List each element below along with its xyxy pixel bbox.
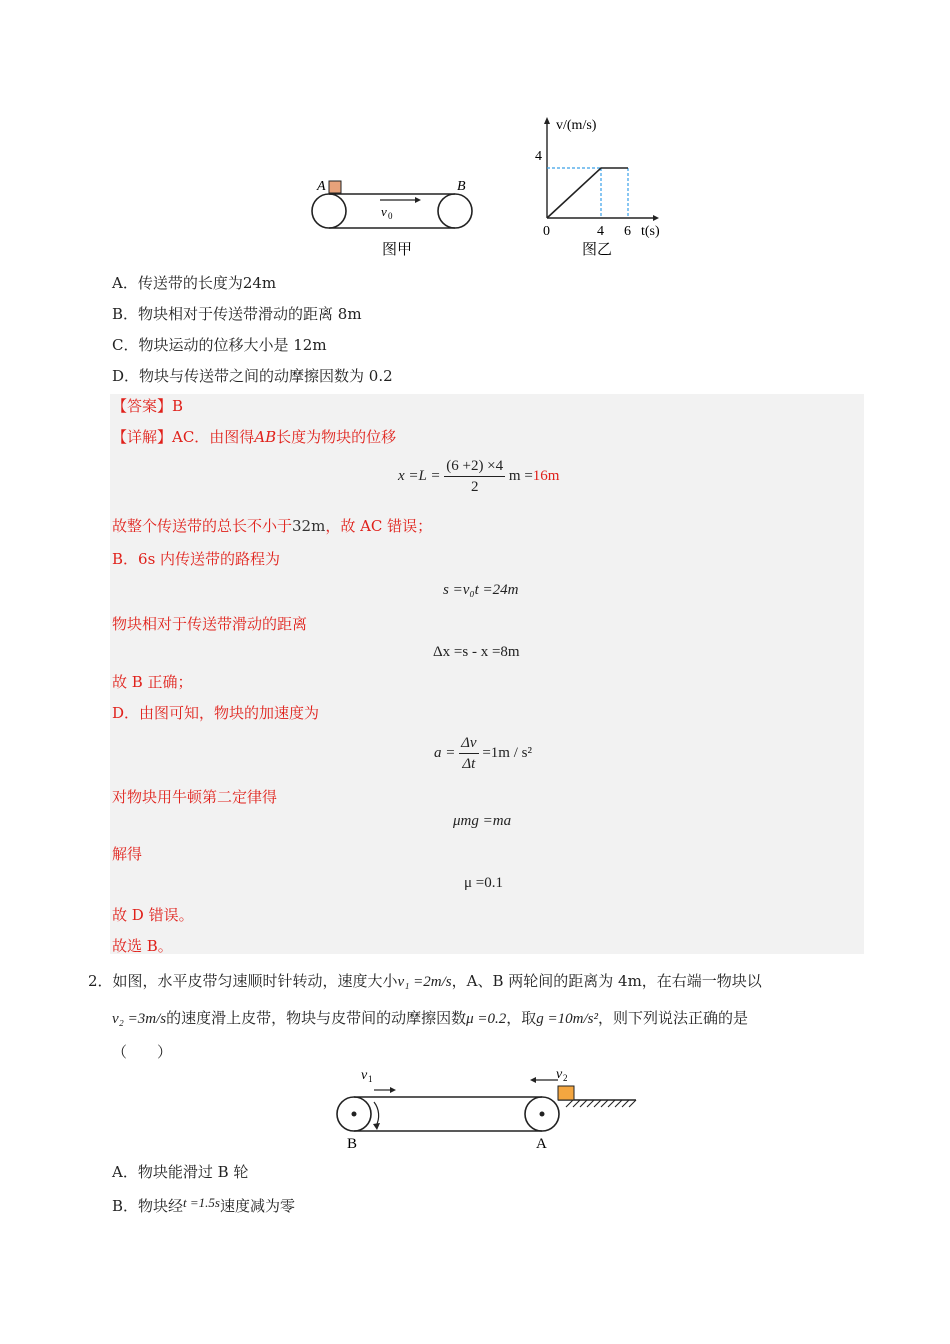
- vt-series-line: [547, 168, 628, 218]
- belt-wheel-right: [438, 194, 472, 228]
- q2-line-2: v₂ =3m/s的速度滑上皮带，物块与皮带间的动摩擦因数μ =0.2，取g =10m/s²，则下列说法正确的是: [112, 1009, 749, 1027]
- label-wheel-a: A: [536, 1136, 547, 1152]
- q2-option-b[interactable]: B．物块经t =1.5s速度减为零: [112, 1195, 295, 1215]
- figure-vt-graph: [525, 112, 685, 262]
- equation-5: μmg =ma: [453, 813, 512, 829]
- v2-label: v: [556, 1067, 563, 1082]
- y-axis-label: v/(m/s): [556, 118, 597, 133]
- q2-option-a[interactable]: A．物块能滑过 B 轮: [112, 1163, 249, 1181]
- block-a: [329, 181, 341, 193]
- figure-belt: [300, 170, 490, 265]
- v0-sub: 0: [388, 211, 393, 221]
- q1-option-b[interactable]: B．物块相对于传送带滑动的距离 8m: [112, 305, 362, 323]
- label-wheel-b: B: [347, 1136, 358, 1152]
- label-a: A: [317, 179, 326, 194]
- line-solve: 解得: [112, 845, 143, 863]
- block-q2: [558, 1086, 574, 1100]
- equation-6: μ =0.1: [464, 875, 504, 891]
- y-tick-4: 4: [535, 149, 542, 164]
- v1-sub: 1: [368, 1074, 373, 1084]
- line-choose: 故选 B。: [112, 937, 173, 955]
- origin-label: 0: [543, 224, 550, 239]
- x-axis-label: t(s): [641, 224, 660, 239]
- x-tick-4: 4: [597, 224, 604, 239]
- q2-line-1: 2．如图，水平皮带匀速顺时针转动，速度大小v₁ =2m/s，A、B 两轮间的距离为 4m，在右端一物块以: [88, 972, 762, 990]
- caption-jia: 图甲: [382, 242, 413, 258]
- q1-option-c[interactable]: C．物块运动的位移大小是 12m: [112, 336, 327, 354]
- equation-2: s =v₀t =24m: [443, 582, 519, 598]
- line-d-wrong: 故 D 错误。: [112, 906, 194, 924]
- line-b-distance: B．6s 内传送带的路程为: [112, 550, 281, 568]
- line-relative: 物块相对于传送带滑动的距离: [112, 615, 308, 633]
- q1-option-a[interactable]: A．传送带的长度为24m: [112, 274, 277, 292]
- line-d-accel: D．由图可知，物块的加速度为: [112, 704, 320, 722]
- detail-line: 【详解】AC．由图得AB长度为物块的位移: [112, 428, 397, 446]
- v2-sub: 2: [563, 1073, 568, 1083]
- equation-1: x =L = $\frac{(6 +2) \times 4}{2}$ m =16m: [398, 458, 560, 495]
- line-b-correct: 故 B 正确；: [112, 673, 193, 691]
- belt-wheel-left: [312, 194, 346, 228]
- x-tick-6: 6: [624, 224, 631, 239]
- figure-q2-belt: [330, 1066, 650, 1158]
- v0-label: v: [381, 204, 387, 219]
- q2-line-3: （ ）: [112, 1043, 173, 1061]
- line-newton: 对物块用牛顿第二定律得: [112, 788, 278, 806]
- answer-line: 【答案】B: [112, 397, 184, 415]
- equation-3: Δx =s - x =8m: [433, 644, 520, 660]
- line-total-length: 故整个传送带的总长不小于32m，故 AC 错误；: [112, 517, 433, 535]
- equation-4: a = $\frac{\Delta v}{\Delta t}$ =1m / s²: [434, 735, 532, 772]
- q1-option-d[interactable]: D．物块与传送带之间的动摩擦因数为 0.2: [112, 367, 393, 385]
- v1-label: v: [361, 1068, 368, 1083]
- caption-yi: 图乙: [582, 242, 613, 258]
- label-b: B: [457, 179, 466, 194]
